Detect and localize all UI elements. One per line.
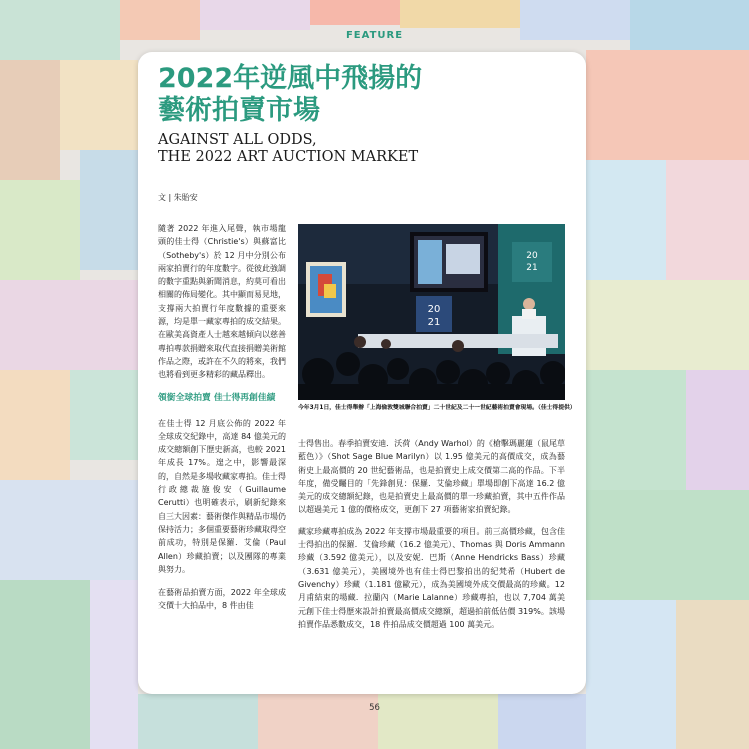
left-column — [158, 222, 286, 623]
logo-year-top-left: 20 — [427, 304, 441, 315]
section-subhead: 領銜全球拍賣 佳士得再創佳績 — [158, 392, 276, 403]
title-chinese — [158, 63, 578, 127]
page-number: 56 — [369, 703, 380, 713]
auction-scene-illustration — [298, 224, 565, 400]
right-paragraph-1: 士得售出。春季拍賣安迪．沃荷（Andy Warhol）的《槍擊瑪麗蓮（鼠尾草藍色）》（Shot Sage Blue Marilyn）以 1.95 億美元的高價成交，成為藝術史上最高價的 20 世紀藝術品，也是拍賣史上成交價第二高的作品。下半年度，備受矚目的「先鋒創見：保羅．艾倫珍藏」單場即創下高達 16.2 億美元的成交總額紀錄，也是拍賣史上最高價的單一珍藏拍賣，其中五件作品以超過美元 1 億的價格成交，更創下 27 項藝術家拍賣紀錄。 — [298, 439, 565, 515]
title-chinese-line-2: 藝術拍賣市場 — [158, 95, 320, 126]
author-byline: 文 | 朱貽安 — [158, 193, 198, 202]
right-paragraph-2: 藏家珍藏專拍成為 2022 年支撐市場最重要的項目。前三高價珍藏，包含佳士得拍出的保羅．艾倫珍藏（16.2 億美元）、Thomas 與 Doris Ammann 珍藏（3.592 億美元），以及安妮．巴斯（Anne Hendricks Bass）珍藏（3.631 億美元），美國境外也有佳士得巴黎拍出的紀梵希（Hubert de Givenchy）珍藏（1.181 億歐元），成為美國境外成交價最高的珍藏。12 月甫結束的場藏．拉蘭內（Marie Lalanne）珍藏專拍，也以 7,704 萬美元創下佳士得歷來設計拍賣最高價成交總額，超過拍前低估價 319%。該場拍賣作品悉數成交，18 件拍品成交價超過 100 萬美元。 — [298, 526, 565, 629]
logo-year-bottom-right: 21 — [526, 263, 538, 273]
auction-photo — [298, 224, 565, 400]
left-paragraph-3: 在藝術品拍賣方面，2022 年全球成交價十大拍品中，8 件由佳 — [158, 588, 286, 611]
logo-year-bottom-left: 21 — [427, 317, 441, 328]
title-english-line-2: THE 2022 ART AUCTION MARKET — [158, 149, 419, 165]
title-english-line-1: AGAINST ALL ODDS, — [158, 132, 317, 148]
photo-caption: 今年3月1日，佳士得舉辦「上海倫敦雙城聯合拍賣」二十世紀及二十一世紀藝術拍賣會現場。（佳士得提供） — [298, 405, 576, 411]
section-label: FEATURE — [345, 30, 404, 41]
logo-year-top-right: 20 — [526, 251, 538, 261]
title-chinese-line-1: 2022年逆風中飛揚的 — [158, 63, 423, 94]
left-paragraph-1: 隨著 2022 年進入尾聲，執市場龍頭的佳士得（Christie's）與蘇富比（Sotheby's）於 12 月中分別公布兩家拍賣行的年度數字。從彼此強調的數字重點與新聞消息，約莫可看出相關的佈局變化。其中顯而易見地，支撐兩大拍賣行年度數據的重要來源，均是單一藏家專拍的成交結果。在歐美高資產人士越來越傾向以慈善專拍專款捐贈來取代直接捐贈美術館作品之際，或許在不久的將來，我們也將看到更多精彩的藏品釋出。 — [158, 224, 286, 380]
article-card — [138, 52, 586, 694]
right-column — [298, 437, 565, 639]
title-english — [158, 132, 578, 166]
left-paragraph-2: 在佳士得 12 月底公佈的 2022 年全球成交紀錄中，高達 84 億美元的成交總額創下歷史新高，也較 2021 年成長 17%。遑之中，影響最深的，自然是多場收藏家專拍。佳士得行政總裁施俊安（Guillaume Cerutti）也明確表示，刷新紀錄來自三大因素：藝術傑作與精品市場仍保持活力；多個重要藝術珍藏取得空前成功，特別是保羅．艾倫（Paul Allen）珍藏拍賣；以及團隊的專業與努力。 — [158, 418, 286, 574]
